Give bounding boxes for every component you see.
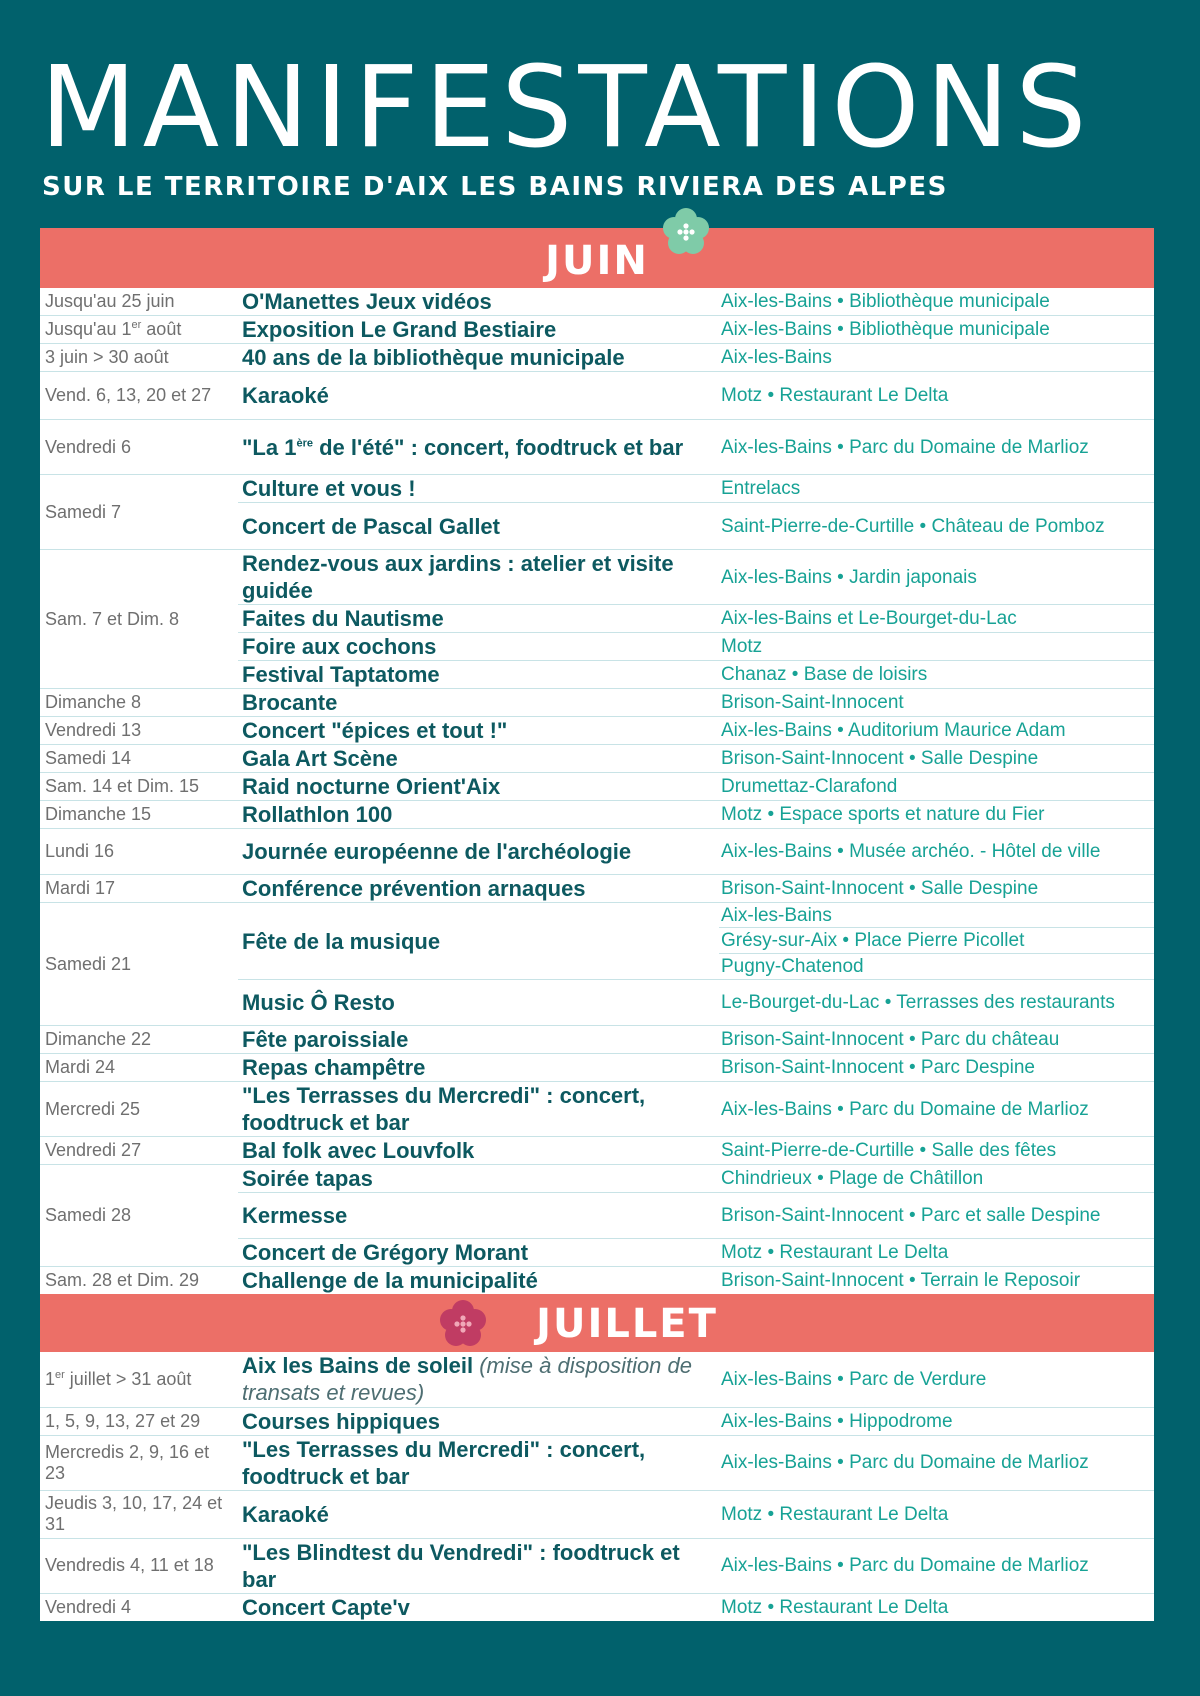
event-name: Concert de Grégory Morant	[238, 1239, 719, 1267]
table-row	[40, 1407, 1154, 1435]
event-place: Motz	[719, 633, 1154, 661]
event-date: Samedi 21	[40, 903, 238, 1026]
table-row	[40, 1490, 1154, 1538]
event-place: Aix-les-Bains • Parc de Verdure	[721, 1368, 987, 1390]
event-date: Sam. 28 et Dim. 29	[40, 1267, 238, 1295]
month-header-juin	[40, 228, 1154, 288]
month-label: JUIN	[545, 238, 649, 284]
event-name: Brocante	[238, 689, 719, 717]
table-row	[40, 1593, 1154, 1621]
event-place: Aix-les-Bains et Le-Bourget-du-Lac	[719, 605, 1154, 633]
event-date: 1er juillet > 31 août	[45, 1368, 192, 1389]
table-row	[40, 1435, 1154, 1490]
event-date: Dimanche 15	[40, 801, 238, 829]
event-name: "La 1ère de l'été" : concert, foodtruck et bar	[238, 420, 719, 475]
table-row	[40, 1082, 1154, 1137]
event-date: Mardi 24	[40, 1054, 238, 1082]
event-place: Motz • Restaurant Le Delta	[719, 372, 1154, 420]
event-date: Vend. 6, 13, 20 et 27	[40, 372, 238, 420]
flower-icon	[660, 206, 712, 258]
event-name: Repas champêtre	[238, 1054, 719, 1082]
event-name: Raid nocturne Orient'Aix	[238, 773, 719, 801]
event-name: Challenge de la municipalité	[238, 1267, 719, 1295]
event-name: Fête paroissiale	[238, 1026, 719, 1054]
event-date: Vendredi 4	[40, 1593, 238, 1621]
event-place: Aix-les-Bains • Parc du Domaine de Marlioz	[719, 1082, 1154, 1137]
event-date: Vendredi 13	[40, 717, 238, 745]
month-header-juillet	[40, 1294, 1154, 1352]
table-row	[40, 1352, 1154, 1407]
event-place: Aix-les-Bains • Auditorium Maurice Adam	[719, 717, 1154, 745]
event-place: Aix-les-Bains • Bibliothèque municipale	[721, 291, 1050, 312]
event-name: Karaoké	[238, 1490, 719, 1538]
month-label: JUILLET	[536, 1301, 718, 1347]
table-row	[40, 475, 1154, 503]
event-place: Entrelacs	[719, 475, 1154, 503]
table-row	[40, 344, 1154, 372]
event-name: Karaoké	[238, 372, 719, 420]
event-name: "Les Terrasses du Mercredi" : concert, foodtruck et bar	[238, 1082, 719, 1137]
event-name: Festival Taptatome	[238, 661, 719, 689]
event-date: Samedi 14	[40, 745, 238, 773]
table-row	[40, 1054, 1154, 1082]
event-name: Journée européenne de l'archéologie	[238, 829, 719, 875]
event-name: O'Manettes Jeux vidéos	[242, 289, 492, 314]
table-row	[40, 1137, 1154, 1165]
table-row	[40, 1026, 1154, 1054]
page-subtitle: SUR LE TERRITOIRE D'AIX LES BAINS RIVIERA DES ALPES	[42, 172, 948, 202]
event-place: Aix-les-Bains	[719, 344, 1154, 372]
event-date: Samedi 7	[40, 475, 238, 550]
event-place: Brison-Saint-Innocent	[719, 689, 1154, 717]
event-name: Aix les Bains de soleil (mise à disposition de transats et revues)	[242, 1353, 693, 1406]
event-place: Saint-Pierre-de-Curtille • Château de Pomboz	[719, 503, 1154, 550]
event-date: Mercredis 2, 9, 16 et 23	[40, 1435, 238, 1490]
event-place: Pugny-Chatenod	[719, 954, 1154, 980]
table-row	[40, 1538, 1154, 1593]
event-place: Aix-les-Bains	[719, 903, 1154, 928]
event-name: Exposition Le Grand Bestiaire	[238, 316, 719, 344]
event-place: Brison-Saint-Innocent • Terrain le Reposoir	[719, 1267, 1154, 1295]
table-row	[40, 1267, 1154, 1295]
table-row	[40, 829, 1154, 875]
table-row	[40, 1165, 1154, 1193]
event-name: Concert Capte'v	[238, 1593, 719, 1621]
event-note: (mise à disposition de transats et revues)	[242, 1353, 693, 1406]
event-name: Gala Art Scène	[238, 745, 719, 773]
table-row	[40, 420, 1154, 475]
event-name: Rollathlon 100	[238, 801, 719, 829]
event-name: "Les Terrasses du Mercredi" : concert, foodtruck et bar	[238, 1435, 719, 1490]
event-name: Courses hippiques	[238, 1407, 719, 1435]
event-date: Mercredi 25	[40, 1082, 238, 1137]
event-place: Motz • Restaurant Le Delta	[719, 1239, 1154, 1267]
event-name: "Les Blindtest du Vendredi" : foodtruck et bar	[238, 1538, 719, 1593]
event-place: Motz • Espace sports et nature du Fier	[719, 801, 1154, 829]
event-name: 40 ans de la bibliothèque municipale	[238, 344, 719, 372]
event-place: Brison-Saint-Innocent • Parc Despine	[719, 1054, 1154, 1082]
events-table-juillet	[40, 1352, 1154, 1621]
event-place: Chindrieux • Plage de Châtillon	[719, 1165, 1154, 1193]
table-row	[40, 903, 1154, 928]
event-name: Culture et vous !	[238, 475, 719, 503]
event-name: Music Ô Resto	[238, 980, 719, 1026]
event-name: Concert de Pascal Gallet	[238, 503, 719, 550]
event-place: Drumettaz-Clarafond	[719, 773, 1154, 801]
table-row	[40, 689, 1154, 717]
event-place: Aix-les-Bains • Musée archéo. - Hôtel de ville	[719, 829, 1154, 875]
table-row	[40, 550, 1154, 605]
event-place: Motz • Restaurant Le Delta	[719, 1490, 1154, 1538]
page-title: MANIFESTATIONS	[40, 43, 1093, 173]
event-name: Faites du Nautisme	[238, 605, 719, 633]
event-name: Concert "épices et tout !"	[238, 717, 719, 745]
event-place: Saint-Pierre-de-Curtille • Salle des fêtes	[719, 1137, 1154, 1165]
event-date: Jeudis 3, 10, 17, 24 et 31	[40, 1490, 238, 1538]
event-place: Brison-Saint-Innocent • Salle Despine	[719, 875, 1154, 903]
event-place: Motz • Restaurant Le Delta	[719, 1593, 1154, 1621]
event-place: Le-Bourget-du-Lac • Terrasses des restaurants	[719, 980, 1154, 1026]
event-place: Brison-Saint-Innocent • Parc et salle Despine	[719, 1193, 1154, 1239]
table-row	[40, 745, 1154, 773]
event-date: Jusqu'au 1er août	[40, 316, 238, 344]
event-name: Foire aux cochons	[238, 633, 719, 661]
event-date: Dimanche 8	[40, 689, 238, 717]
table-row	[40, 801, 1154, 829]
event-date: Vendredi 6	[40, 420, 238, 475]
table-row	[40, 773, 1154, 801]
event-date: Sam. 14 et Dim. 15	[40, 773, 238, 801]
event-date: Jusqu'au 25 juin	[45, 291, 175, 311]
table-row	[40, 875, 1154, 903]
event-place: Aix-les-Bains • Parc du Domaine de Marlioz	[719, 1435, 1154, 1490]
event-name: Kermesse	[238, 1193, 719, 1239]
events-table-juin	[40, 288, 1154, 1294]
event-place: Grésy-sur-Aix • Place Pierre Picollet	[719, 928, 1154, 954]
table-row	[40, 372, 1154, 420]
event-name: Conférence prévention arnaques	[238, 875, 719, 903]
event-date: Sam. 7 et Dim. 8	[40, 550, 238, 689]
event-name: Rendez-vous aux jardins : atelier et visite guidée	[238, 550, 719, 605]
event-place: Brison-Saint-Innocent • Salle Despine	[719, 745, 1154, 773]
event-date: Lundi 16	[40, 829, 238, 875]
event-date: Vendredis 4, 11 et 18	[40, 1538, 238, 1593]
event-place: Aix-les-Bains • Jardin japonais	[719, 550, 1154, 605]
event-date: 3 juin > 30 août	[40, 344, 238, 372]
event-date: Dimanche 22	[40, 1026, 238, 1054]
events-panel	[40, 228, 1154, 1621]
event-name: Bal folk avec Louvfolk	[238, 1137, 719, 1165]
event-name: Soirée tapas	[238, 1165, 719, 1193]
event-date: Samedi 28	[40, 1165, 238, 1267]
event-date: Mardi 17	[40, 875, 238, 903]
flower-icon	[437, 1298, 489, 1350]
event-place: Brison-Saint-Innocent • Parc du château	[719, 1026, 1154, 1054]
event-place: Aix-les-Bains • Parc du Domaine de Marlioz	[719, 420, 1154, 475]
event-date: Vendredi 27	[40, 1137, 238, 1165]
event-place: Chanaz • Base de loisirs	[719, 661, 1154, 689]
table-row	[40, 288, 1154, 316]
event-place: Aix-les-Bains • Parc du Domaine de Marlioz	[719, 1538, 1154, 1593]
event-name: Fête de la musique	[238, 903, 719, 980]
event-place: Aix-les-Bains • Bibliothèque municipale	[719, 316, 1154, 344]
table-row	[40, 316, 1154, 344]
event-date: 1, 5, 9, 13, 27 et 29	[40, 1407, 238, 1435]
event-place: Aix-les-Bains • Hippodrome	[719, 1407, 1154, 1435]
table-row	[40, 717, 1154, 745]
